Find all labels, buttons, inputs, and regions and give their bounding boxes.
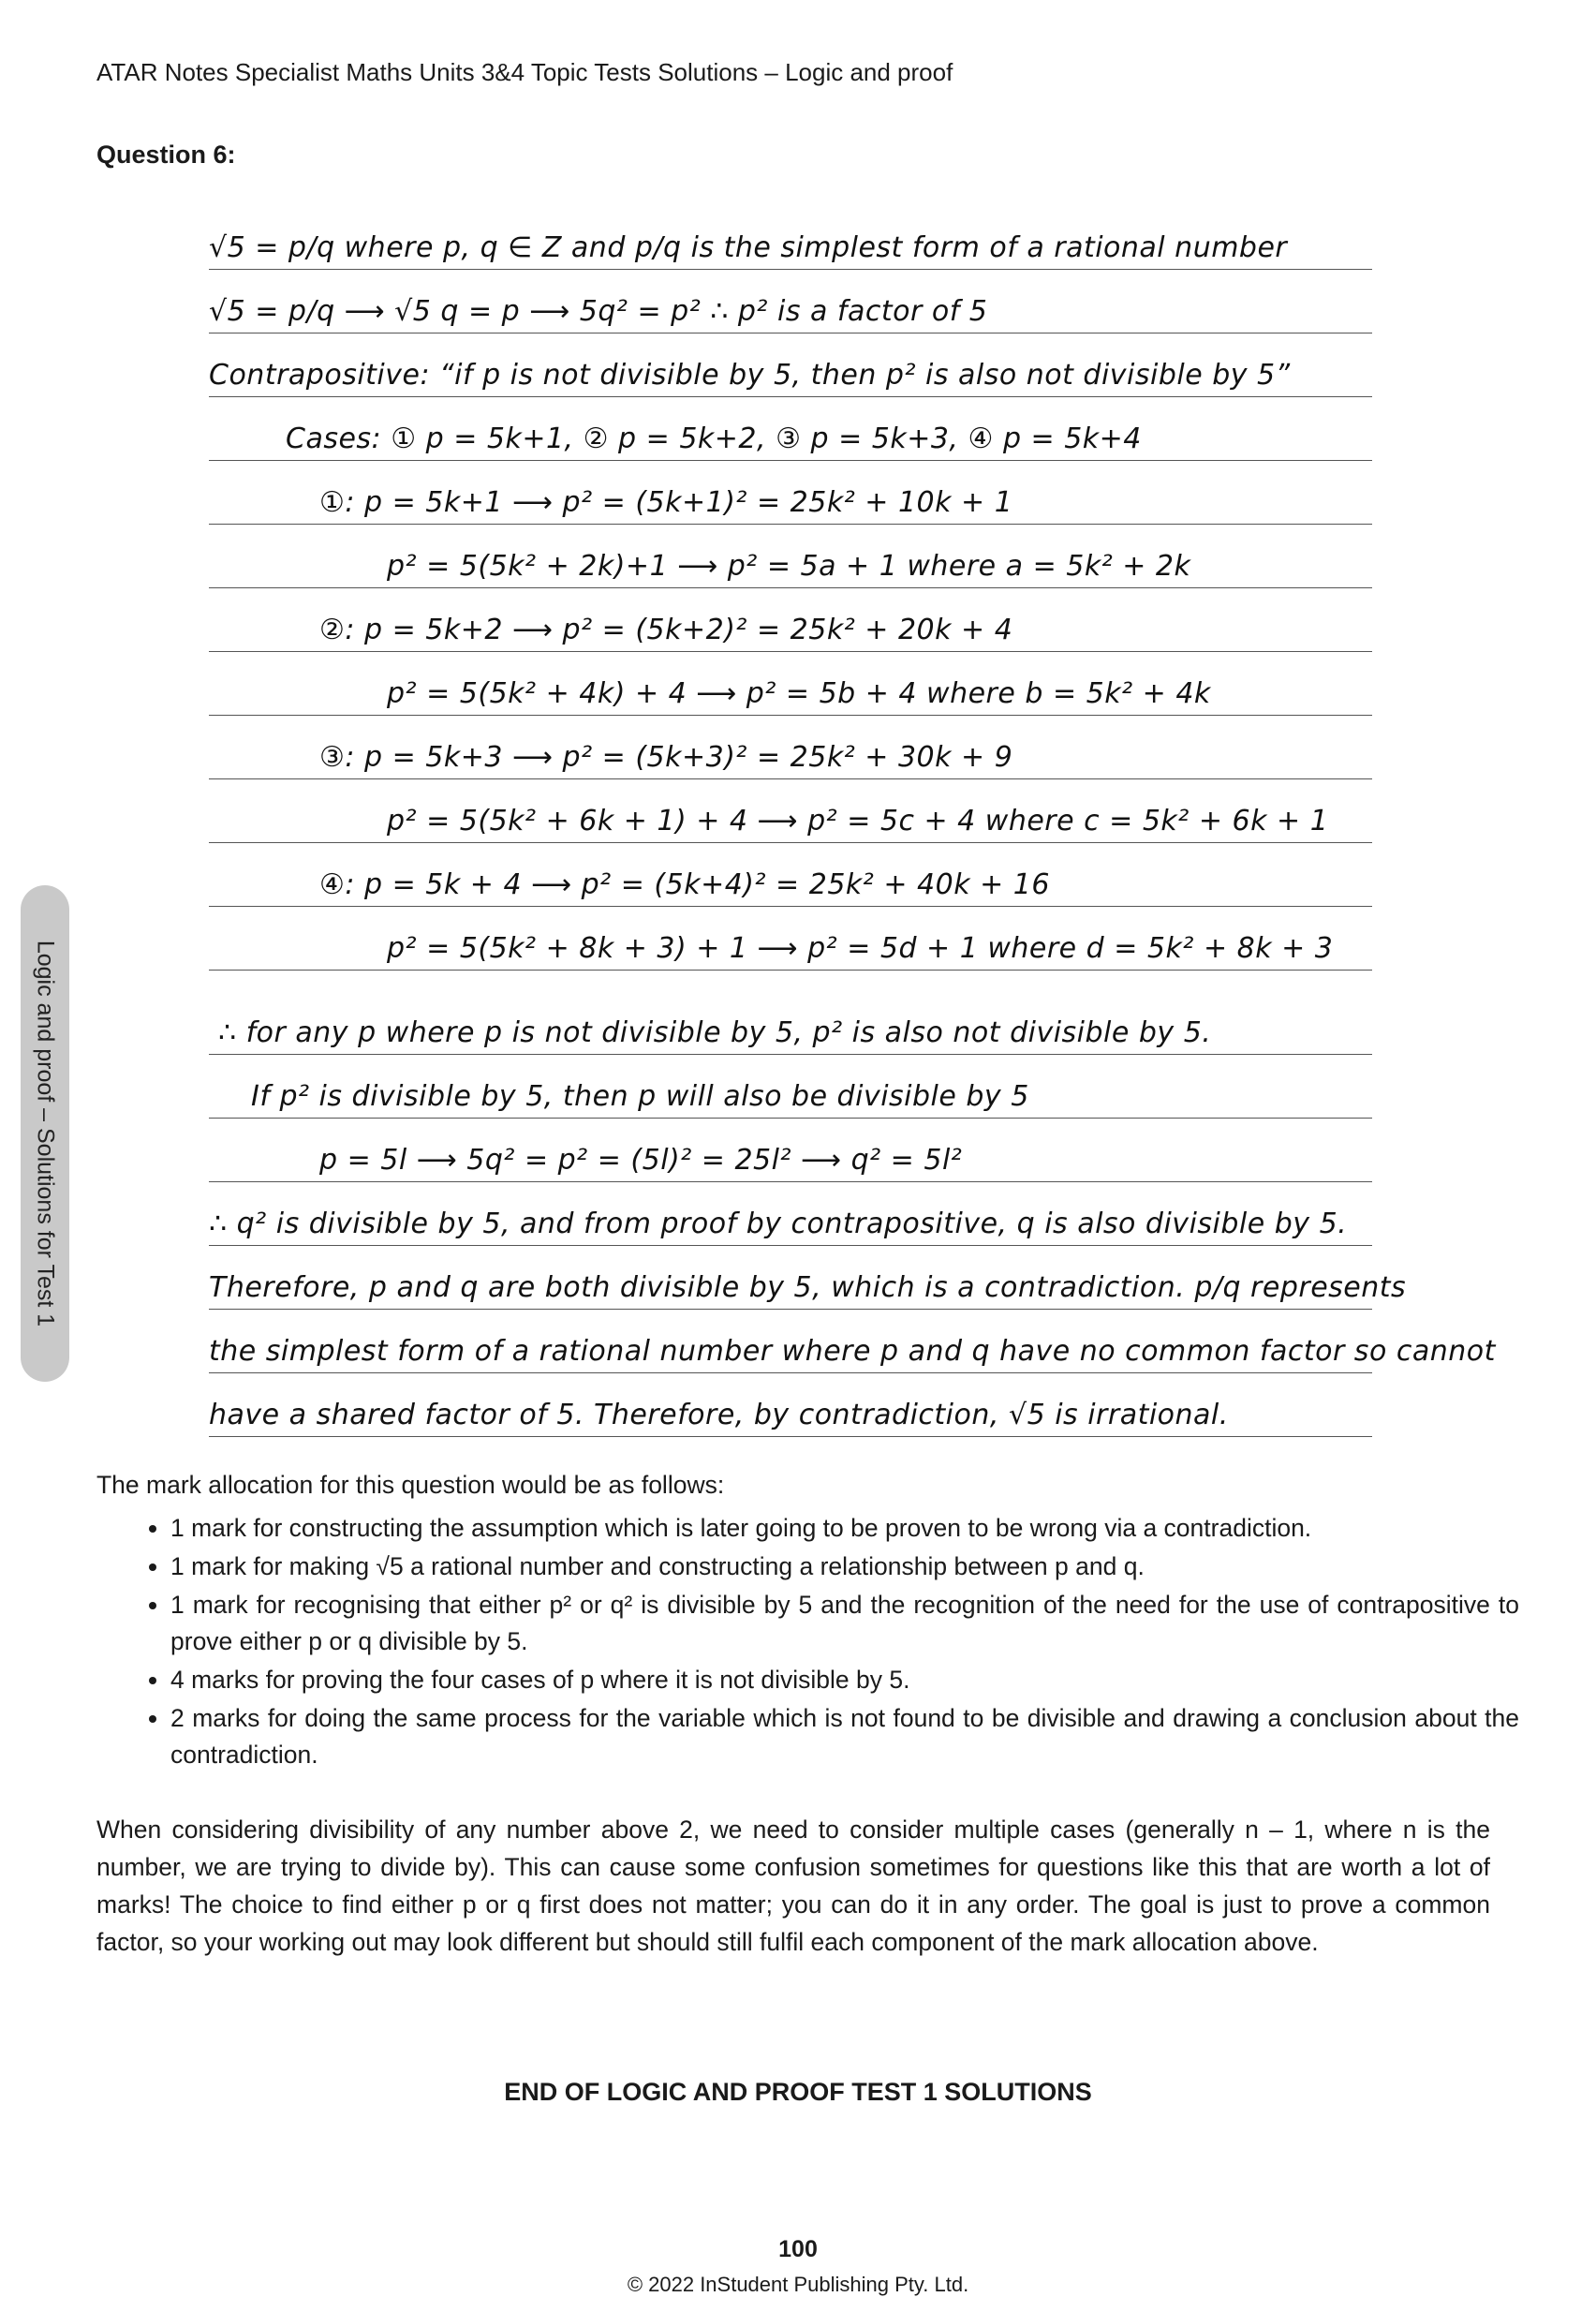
working-line-text: p² = 5(5k² + 8k + 3) + 1 ⟶ p² = 5d + 1 where d = 5k² + 8k + 3 [387,932,1334,965]
mark-allocation-list [140,1510,1519,1775]
working-line-text: ②: p = 5k+2 ⟶ p² = (5k+2)² = 25k² + 20k + 4 [319,614,1013,646]
working-line-text: ①: p = 5k+1 ⟶ p² = (5k+1)² = 25k² + 10k + 1 [319,486,1013,519]
working-line-text: have a shared factor of 5. Therefore, by contradiction, √5 is irrational. [209,1399,1229,1431]
handwritten-working [209,206,1496,1437]
working-line [209,652,1372,716]
side-tab [21,885,69,1382]
working-line [209,1119,1372,1182]
working-line [209,588,1372,652]
mark-allocation-intro: The mark allocation for this question would be as follows: [96,1471,725,1499]
working-line-text: Therefore, p and q are both divisible by 5, which is a contradiction. p/q represents [209,1271,1407,1304]
page-number: 100 [778,2236,818,2262]
working-line-text: √5 = p/q ⟶ √5 q = p ⟶ 5q² = p² ∴ p² is a factor of 5 [209,295,988,328]
working-line-text: p² = 5(5k² + 2k)+1 ⟶ p² = 5a + 1 where a = 5k² + 2k [387,550,1191,583]
side-tab-label: Logic and proof – Solutions for Test 1 [32,940,59,1327]
working-line [209,779,1372,843]
working-line-text: Cases: ① p = 5k+1, ② p = 5k+2, ③ p = 5k+3, ④ p = 5k+4 [286,422,1142,455]
working-line-text: p² = 5(5k² + 6k + 1) + 4 ⟶ p² = 5c + 4 where c = 5k² + 6k + 1 [387,805,1329,837]
working-line [209,270,1372,333]
working-line [209,716,1372,779]
working-line [209,1246,1407,1310]
working-line [209,525,1372,588]
explanation-paragraph: When considering divisibility of any number above 2, we need to consider multiple cases (generally n – 1, where n is the number, we are trying to divide by). This can cause some confusion sometimes for questions like this that are worth a lot of marks! The choice to find either p or q first does not matter; you can do it in any order. The goal is just to prove a common factor, so your working out may look different but should still fulfil each component of the mark allocation above. [96,1815,1490,1956]
working-line-text: p² = 5(5k² + 4k) + 4 ⟶ p² = 5b + 4 where b = 5k² + 4k [387,677,1211,710]
working-line [209,843,1372,907]
working-line-text: p = 5l ⟶ 5q² = p² = (5l)² = 25l² ⟶ q² = 5l² [319,1144,963,1177]
working-line [209,1373,1372,1437]
working-line-text: ④: p = 5k + 4 ⟶ p² = (5k+4)² = 25k² + 40k + 16 [319,868,1050,901]
working-line [209,397,1372,461]
working-line [209,991,1372,1055]
working-line-text: ③: p = 5k+3 ⟶ p² = (5k+3)² = 25k² + 30k + 9 [319,741,1013,774]
working-line [209,206,1372,270]
working-line [209,1310,1496,1373]
working-line-text: Contrapositive: “if p is not divisible by 5, then p² is also not divisible by 5” [209,359,1291,392]
working-line [209,1182,1372,1246]
working-line-text: √5 = p/q where p, q ∈ Z and p/q is the simplest form of a rational number [209,231,1288,264]
end-title: END OF LOGIC AND PROOF TEST 1 SOLUTIONS [504,2078,1092,2106]
mark-item: • 4 marks for proving the four cases of p where it is not divisible by 5. [170,1662,1519,1698]
question-title: Question 6: [96,141,236,169]
working-line-text: ∴ q² is divisible by 5, and from proof by contrapositive, q is also divisible by 5. [209,1208,1348,1240]
running-header: ATAR Notes Specialist Maths Units 3&4 Topic Tests Solutions – Logic and proof [96,58,953,86]
mark-item: • 1 mark for making √5 a rational number and constructing a relationship between p and q. [170,1549,1519,1585]
working-line-text: ∴ for any p where p is not divisible by 5, p² is also not divisible by 5. [218,1016,1212,1049]
mark-item: • 1 mark for constructing the assumption which is later going to be proven to be wrong via a contradiction. [170,1510,1519,1547]
working-line [209,461,1372,525]
working-line-text: If p² is divisible by 5, then p will also be divisible by 5 [251,1080,1029,1113]
working-line-text: the simplest form of a rational number where p and q have no common factor so cannot [209,1335,1496,1368]
mark-item: • 2 marks for doing the same process for the variable which is not found to be divisible and drawing a conclusion about the contradiction. [170,1700,1519,1773]
mark-item: • 1 mark for recognising that either p² or q² is divisible by 5 and the recognition of the need for the use of contrapositive to prove either p or q divisible by 5. [170,1587,1519,1660]
working-line [209,907,1372,971]
working-line [209,1055,1372,1119]
copyright: © 2022 InStudent Publishing Pty. Ltd. [627,2273,969,2296]
working-line [209,333,1372,397]
